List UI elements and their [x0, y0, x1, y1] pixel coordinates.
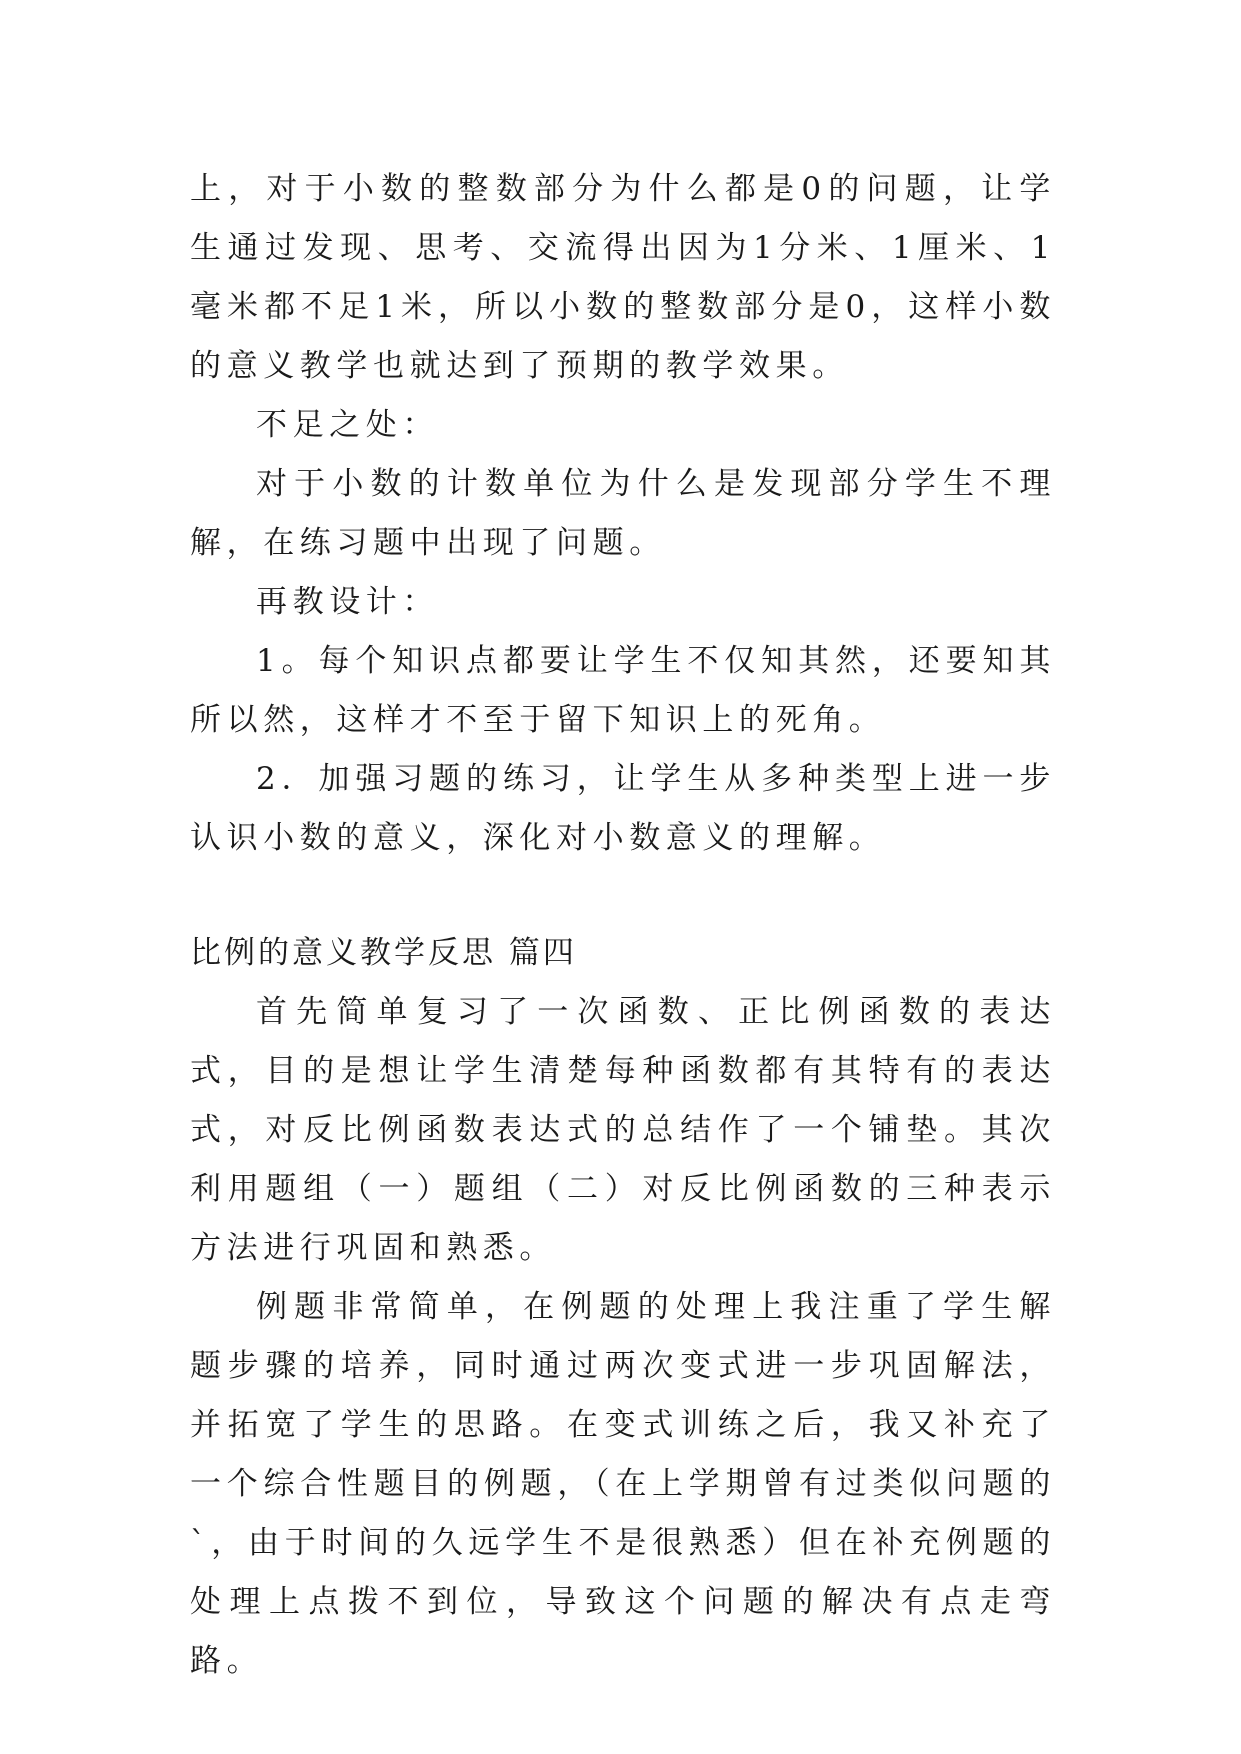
document-page: [190, 160, 1056, 1691]
paragraph-5: 1。每个知识点都要让学生不仅知其然，还要知其所以然，这样才不至于留下知识上的死角。: [190, 643, 1056, 738]
paragraph-1: 上，对于小数的整数部分为什么都是0的问题，让学生通过发现、思考、交流得出因为1分米、1厘米、1毫米都不足1米，所以小数的整数部分是0，这样小数的意义教学也就达到了预期的教学效果。: [190, 171, 1056, 384]
paragraph-2: 不足之处：: [256, 407, 439, 443]
paragraph-4: 再教设计：: [256, 584, 439, 620]
paragraph-3: 对于小数的计数单位为什么是发现部分学生不理解，在练习题中出现了问题。: [190, 466, 1056, 561]
paragraph-6: 2．加强习题的练习，让学生从多种类型上进一步认识小数的意义，深化对小数意义的理解。: [190, 761, 1056, 856]
paragraph-7: 首先简单复习了一次函数、正比例函数的表达式，目的是想让学生清楚每种函数都有其特有的表达式，对反比例函数表达式的总结作了一个铺垫。其次利用题组（一）题组（二）对反比例函数的三种表示方法进行巩固和熟悉。: [190, 994, 1056, 1266]
section-heading: 比例的意义教学反思 篇四: [190, 935, 577, 971]
paragraph-8: 例题非常简单，在例题的处理上我注重了学生解题步骤的培养，同时通过两次变式进一步巩固解法，并拓宽了学生的思路。在变式训练之后，我又补充了一个综合性题目的例题，（在上学期曾有过类似问题的`，由于时间的久远学生不是很熟悉）但在补充例题的处理上点拨不到位，导致这个问题的解决有点走弯路。: [190, 1289, 1056, 1679]
